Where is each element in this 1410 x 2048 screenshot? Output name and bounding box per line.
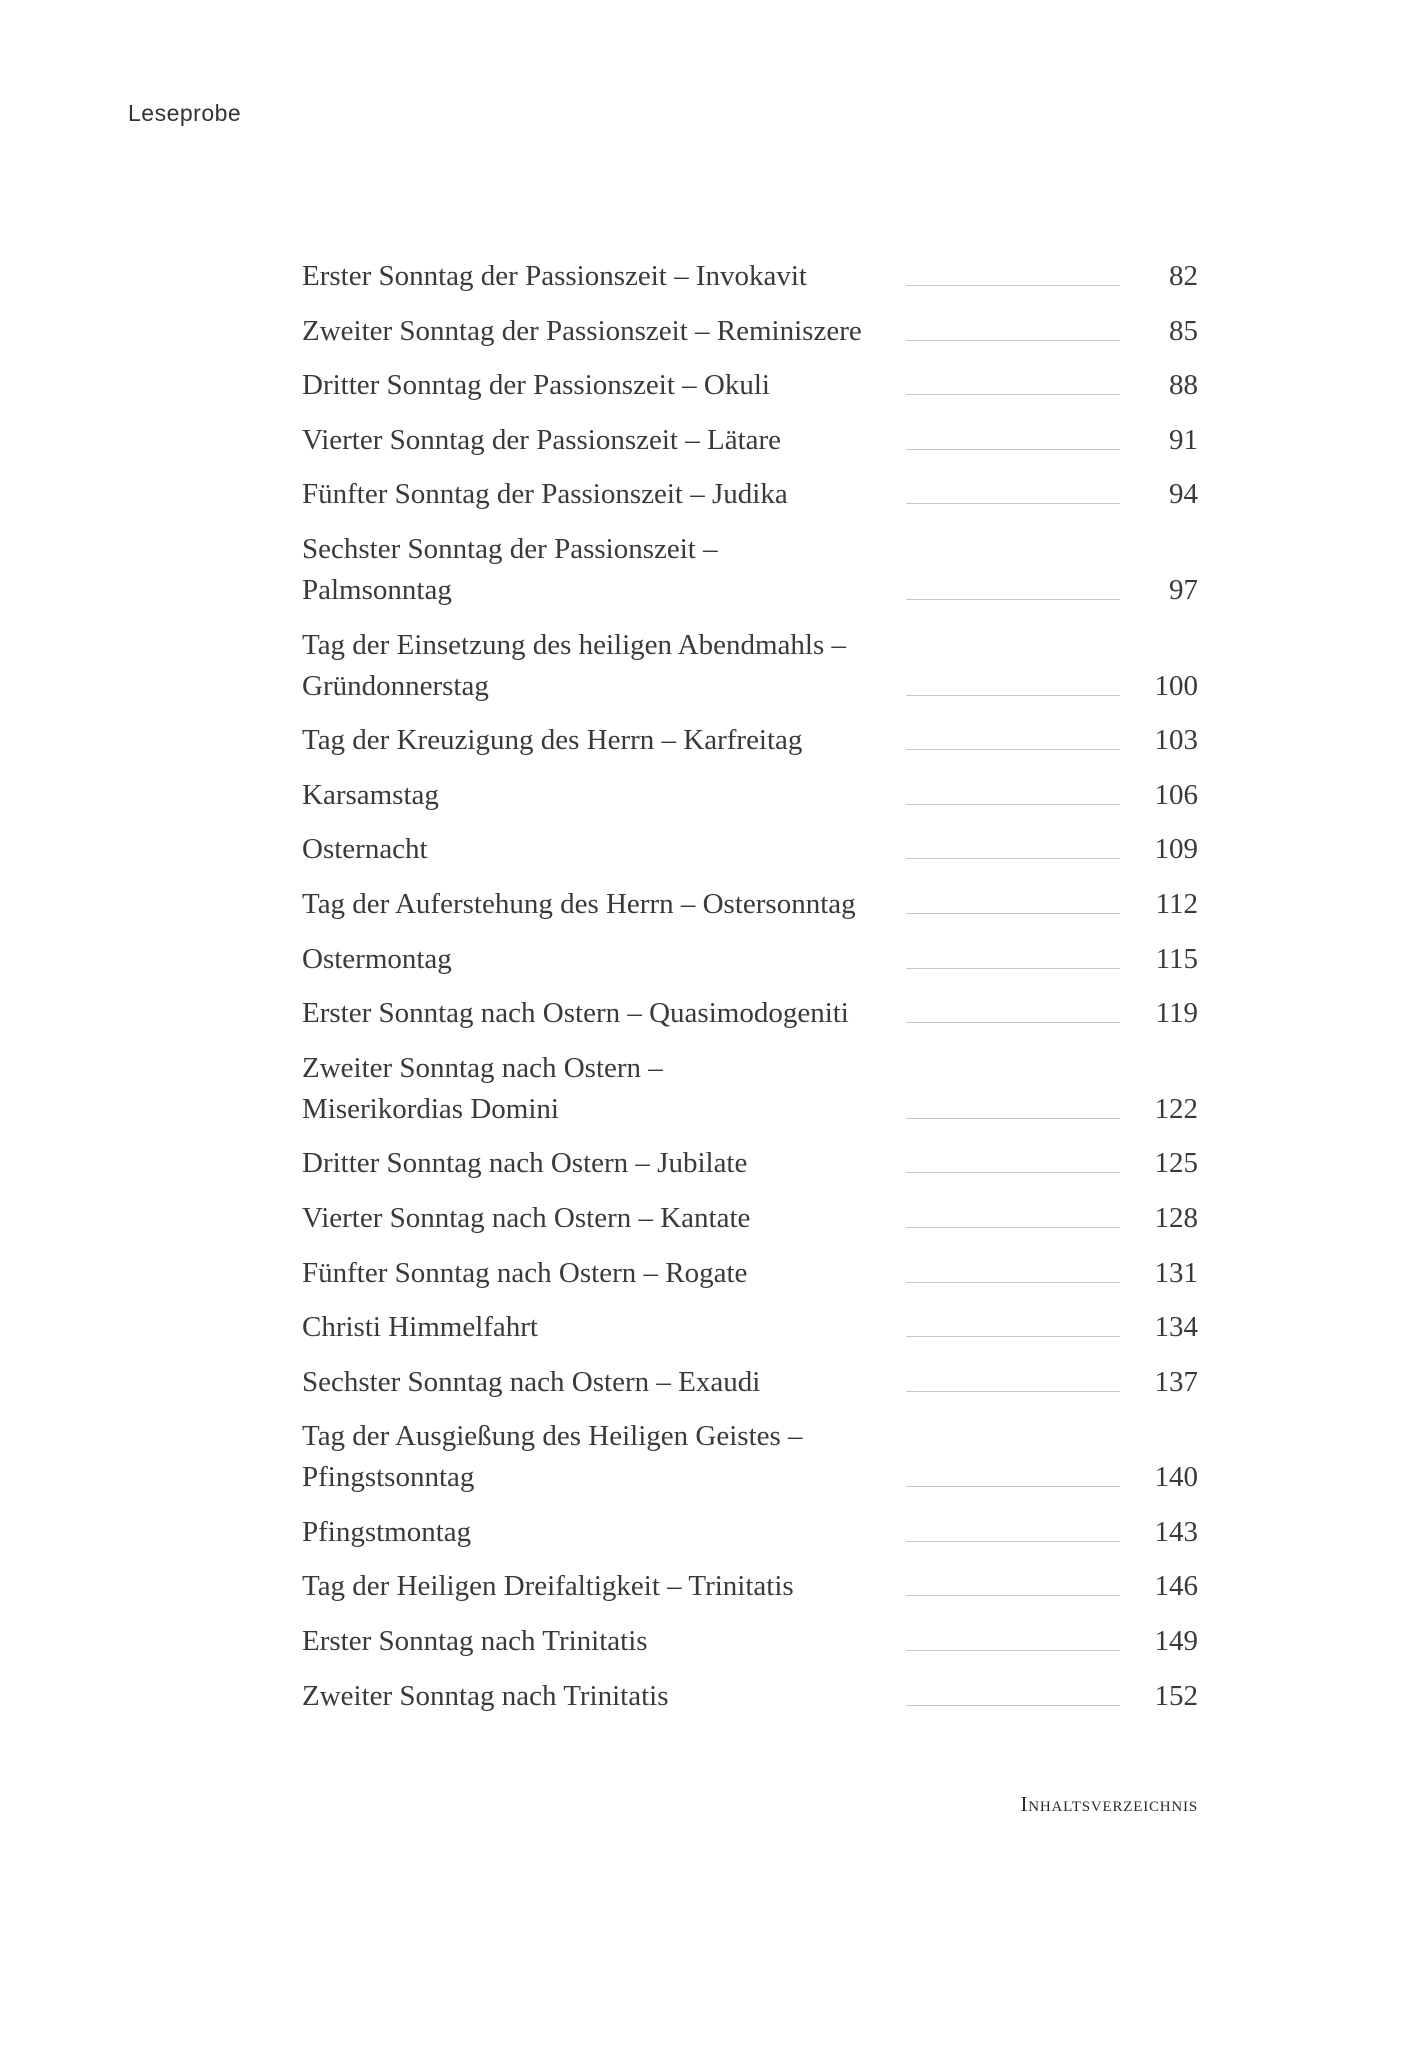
toc-entry-title-line: Erster Sonntag der Passionszeit – Invokavit <box>302 260 807 292</box>
toc-entry-title <box>302 474 902 515</box>
toc-page-number: 137 <box>1154 1365 1198 1398</box>
toc-entry-title <box>302 420 902 461</box>
toc-leader-line <box>906 1705 1120 1706</box>
table-of-contents <box>302 256 1198 1730</box>
toc-entry-title <box>302 1307 902 1348</box>
toc-entry[interactable] <box>302 1362 1198 1403</box>
toc-leader-line <box>906 1022 1120 1023</box>
toc-leader-line <box>906 1650 1120 1651</box>
toc-entry-title <box>302 365 902 406</box>
toc-entry-title <box>302 1253 902 1294</box>
toc-entry[interactable] <box>302 720 1198 761</box>
toc-entry-title <box>302 1198 902 1239</box>
toc-entry-title-line: Zweiter Sonntag nach Trinitatis <box>302 1679 669 1712</box>
toc-entry-title-line: Ostermontag <box>302 942 452 975</box>
toc-leader-line <box>906 804 1120 805</box>
toc-leader-line <box>906 1336 1120 1337</box>
toc-entry-title-line: Zweiter Sonntag nach Ostern – <box>302 1051 663 1084</box>
toc-leader-line <box>906 1227 1120 1228</box>
toc-entry-title-line: Sechster Sonntag der Passionszeit – <box>302 532 718 565</box>
toc-page-number: 82 <box>1169 260 1198 292</box>
toc-entry-title-line: Tag der Heiligen Dreifaltigkeit – Trinitatis <box>302 1570 794 1603</box>
toc-leader-line <box>906 858 1120 859</box>
toc-leader-line <box>906 1595 1120 1596</box>
toc-entry[interactable] <box>302 474 1198 515</box>
toc-page-number: 91 <box>1169 423 1198 456</box>
toc-page-number: 128 <box>1154 1201 1198 1234</box>
toc-entry-title-line: Gründonnerstag <box>302 669 489 702</box>
toc-entry-title-line: Osternacht <box>302 833 428 866</box>
toc-entry-title-line: Zweiter Sonntag der Passionszeit – Reminiszere <box>302 314 862 347</box>
toc-leader-line <box>906 968 1120 969</box>
toc-page-number: 152 <box>1154 1679 1198 1712</box>
toc-page-number: 134 <box>1154 1311 1198 1344</box>
toc-leader-line <box>906 394 1120 395</box>
toc-entry-title-line: Fünfter Sonntag nach Ostern – Rogate <box>302 1256 748 1289</box>
toc-entry-title <box>302 1512 902 1553</box>
toc-entry-title-line: Fünfter Sonntag der Passionszeit – Judika <box>302 478 788 511</box>
toc-entry-title <box>302 311 902 352</box>
toc-entry-title-line: Vierter Sonntag der Passionszeit – Lätare <box>302 423 782 456</box>
toc-page-number: 85 <box>1169 314 1198 347</box>
toc-entry-title-line: Christi Himmelfahrt <box>302 1311 538 1344</box>
toc-entry-title-line: Tag der Einsetzung des heiligen Abendmahls – <box>302 628 847 661</box>
toc-leader-line <box>906 449 1120 450</box>
header-label: Leseprobe <box>128 100 242 126</box>
toc-entry[interactable] <box>302 993 1198 1034</box>
toc-page-number: 149 <box>1154 1625 1198 1658</box>
toc-entry-title-line: Erster Sonntag nach Ostern – Quasimodogeniti <box>302 997 849 1030</box>
toc-entry-title-line: Miserikordias Domini <box>302 1092 559 1125</box>
toc-leader-line <box>906 749 1120 750</box>
toc-entry-title-line: Tag der Kreuzigung des Herrn – Karfreitag <box>302 724 803 757</box>
toc-entry[interactable] <box>302 529 1198 611</box>
toc-entry[interactable] <box>302 829 1198 870</box>
toc-entry-title-line: Tag der Auferstehung des Herrn – Ostersonntag <box>302 887 856 920</box>
toc-entry[interactable] <box>302 1676 1198 1717</box>
toc-entry[interactable] <box>302 775 1198 816</box>
toc-entry-title <box>302 1676 902 1717</box>
toc-entry-title <box>302 720 902 761</box>
toc-entry[interactable] <box>302 1566 1198 1607</box>
toc-entry[interactable] <box>302 1307 1198 1348</box>
toc-page-number: 112 <box>1155 887 1198 920</box>
toc-entry-title <box>302 775 902 816</box>
toc-leader-line <box>906 913 1120 914</box>
toc-entry-title <box>302 1143 902 1184</box>
toc-leader-line <box>906 1118 1120 1119</box>
toc-page-number: 88 <box>1169 369 1198 402</box>
toc-entry-title-line: Karsamstag <box>302 778 439 811</box>
toc-page-number: 100 <box>1154 669 1198 702</box>
toc-entry[interactable] <box>302 365 1198 406</box>
toc-entry-title <box>302 529 902 611</box>
toc-entry-title <box>302 884 902 925</box>
toc-page-number: 106 <box>1154 778 1198 811</box>
toc-page-number: 140 <box>1154 1461 1198 1494</box>
toc-entry-title <box>302 625 902 707</box>
toc-entry-title-line: Dritter Sonntag der Passionszeit – Okuli <box>302 369 770 402</box>
toc-entry-title <box>302 993 902 1034</box>
toc-entry-title-line: Vierter Sonntag nach Ostern – Kantate <box>302 1201 751 1234</box>
toc-entry[interactable] <box>302 1143 1198 1184</box>
toc-entry[interactable] <box>302 1253 1198 1294</box>
toc-entry[interactable] <box>302 884 1198 925</box>
toc-entry-title <box>302 256 902 297</box>
toc-entry-title-line: Tag der Ausgießung des Heiligen Geistes – <box>302 1420 803 1453</box>
toc-entry-title-line: Pfingstmontag <box>302 1515 472 1548</box>
toc-entry-title-line: Palmsonntag <box>302 573 452 606</box>
toc-page-number: 146 <box>1154 1570 1198 1603</box>
toc-leader-line <box>906 1486 1120 1487</box>
toc-page-number: 125 <box>1154 1147 1198 1180</box>
toc-entry-title <box>302 939 902 980</box>
toc-entry[interactable] <box>302 1512 1198 1553</box>
toc-leader-line <box>906 1541 1120 1542</box>
toc-page-number: 122 <box>1154 1092 1198 1125</box>
toc-leader-line <box>906 285 1120 286</box>
toc-page-number: 97 <box>1169 573 1198 606</box>
toc-entry-title <box>302 1566 902 1607</box>
toc-leader-line <box>906 599 1120 600</box>
toc-entry-title-line: Dritter Sonntag nach Ostern – Jubilate <box>302 1147 748 1180</box>
toc-entry[interactable] <box>302 625 1198 707</box>
toc-entry-title <box>302 1621 902 1662</box>
toc-leader-line <box>906 340 1120 341</box>
toc-leader-line <box>906 1391 1120 1392</box>
toc-entry-title-line: Pfingstsonntag <box>302 1461 475 1494</box>
toc-page-number: 103 <box>1154 724 1198 757</box>
toc-page-number: 109 <box>1154 833 1198 866</box>
toc-page-number: 143 <box>1154 1515 1198 1548</box>
toc-entry[interactable] <box>302 1621 1198 1662</box>
toc-entry[interactable] <box>302 256 1198 297</box>
toc-leader-line <box>906 503 1120 504</box>
toc-entry-title <box>302 829 902 870</box>
toc-entry-title <box>302 1362 902 1403</box>
toc-entry[interactable] <box>302 420 1198 461</box>
toc-entry[interactable] <box>302 939 1198 980</box>
toc-leader-line <box>906 1282 1120 1283</box>
toc-leader-line <box>906 695 1120 696</box>
toc-page-number: 115 <box>1155 942 1198 975</box>
footer-section-title: Inhaltsverzeichnis <box>1020 1792 1198 1816</box>
toc-entry[interactable] <box>302 1048 1198 1130</box>
toc-leader-line <box>906 1172 1120 1173</box>
toc-entry-title-line: Erster Sonntag nach Trinitatis <box>302 1625 648 1658</box>
toc-entry-title <box>302 1048 902 1130</box>
toc-entry[interactable] <box>302 1416 1198 1498</box>
toc-entry-title <box>302 1416 902 1498</box>
toc-page-number: 131 <box>1154 1256 1198 1289</box>
toc-page-number: 119 <box>1155 997 1198 1030</box>
toc-entry-title-line: Sechster Sonntag nach Ostern – Exaudi <box>302 1365 761 1398</box>
toc-entry[interactable] <box>302 311 1198 352</box>
toc-page-number: 94 <box>1169 478 1198 511</box>
toc-entry[interactable] <box>302 1198 1198 1239</box>
